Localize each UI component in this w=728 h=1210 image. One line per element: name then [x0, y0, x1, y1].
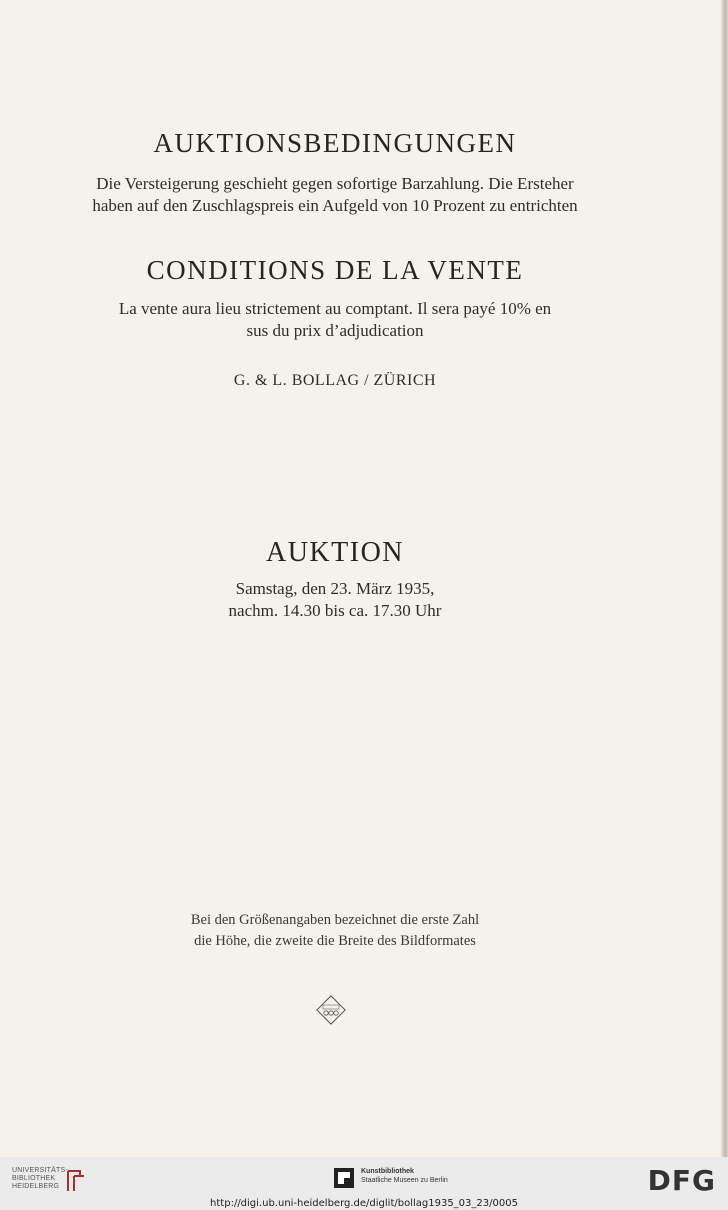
page-edge [721, 0, 728, 1157]
conditions-text-de-line-2: haben auf den Zuschlagspreis ein Aufgeld von 10 Prozent zu entrichten [92, 196, 578, 215]
auction-title: AUKTION [265, 537, 405, 568]
kunstbibliothek-label [361, 1167, 448, 1185]
auction-date-line-1: Samstag, den 23. März 1935, [235, 579, 435, 598]
dfg-logo: DFG [647, 1164, 716, 1197]
footer-bar [0, 1157, 728, 1210]
conditions-title-de: AUKTIONSBEDINGUNGEN [153, 128, 517, 158]
auctioneer-name: G. & L. BOLLAG / ZÜRICH [233, 372, 437, 389]
university-library-label [12, 1167, 68, 1191]
auction-date-line-2: nachm. 14.30 bis ca. 17.30 Uhr [228, 601, 442, 620]
kunstbibliothek-name: Kunstbibliothek [361, 1168, 414, 1175]
conditions-text-de [0, 173, 670, 217]
source-url[interactable]: http://digi.ub.uni-heidelberg.de/diglit/bollag1935_03_23/0005 [210, 1198, 518, 1209]
kunstbibliothek-subtitle: Staatliche Museen zu Berlin [361, 1177, 448, 1184]
university-line-2: BIBLIOTHEK [12, 1175, 56, 1182]
university-line-3: HEIDELBERG [12, 1183, 60, 1190]
conditions-text-fr-line-2: sus du prix d’adjudication [246, 321, 424, 340]
printer-mark-icon [316, 995, 346, 1025]
auction-date [0, 578, 670, 622]
size-note [0, 910, 670, 952]
size-note-line-1: Bei den Größenangaben bezeichnet die erste Zahl [190, 912, 480, 928]
university-line-1: UNIVERSITÄTS- [12, 1167, 68, 1174]
conditions-text-fr-line-1: La vente aura lieu strictement au comptant. Il sera payé 10% en [118, 299, 552, 318]
conditions-text-fr [0, 298, 670, 342]
conditions-title-fr: CONDITIONS DE LA VENTE [146, 255, 524, 285]
size-note-line-2: die Höhe, die zweite die Breite des Bildformates [194, 933, 476, 949]
university-logo-icon [64, 1167, 86, 1195]
kunstbibliothek-logo-icon [332, 1166, 356, 1190]
conditions-text-de-line-1: Die Versteigerung geschieht gegen sofortige Barzahlung. Die Ersteher [96, 174, 574, 193]
